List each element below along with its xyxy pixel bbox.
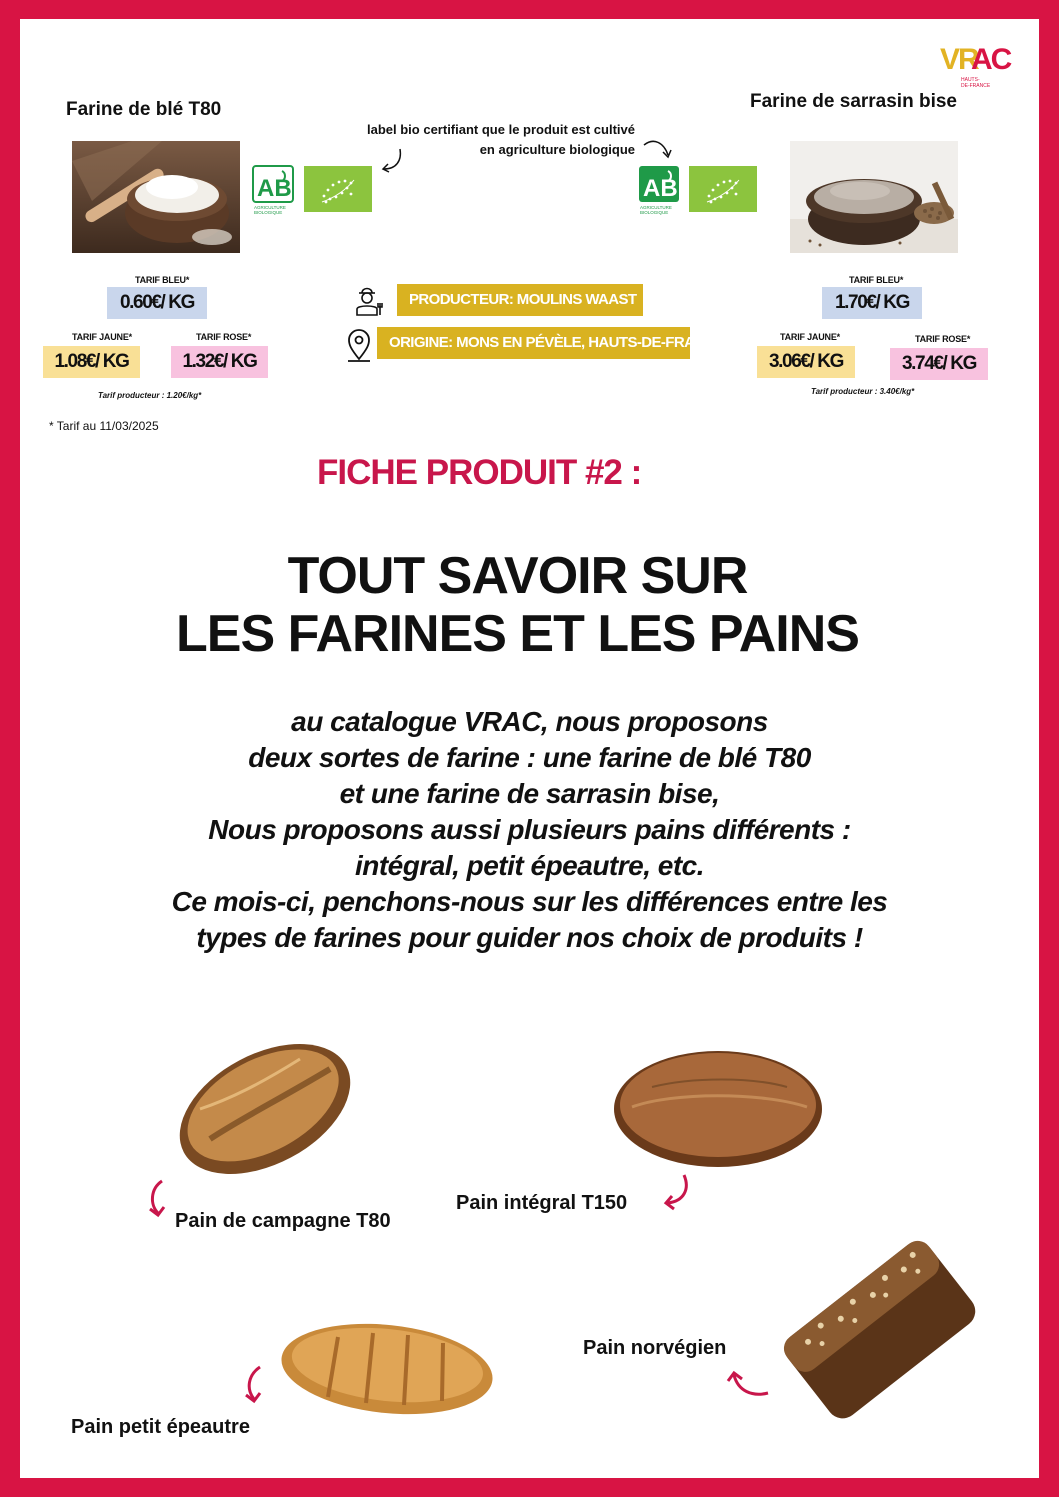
buckwheat-flour-photo: [790, 141, 958, 253]
bio-label-line2: en agriculture biologique: [479, 142, 635, 157]
svg-text:BIOLOGIQUE: BIOLOGIQUE: [640, 210, 669, 215]
left-tarif-rose-label: TARIF ROSE*: [196, 332, 252, 342]
svg-text:AGRICULTURE: AGRICULTURE: [254, 205, 286, 210]
right-tarif-jaune: 3.06€/ KG: [757, 346, 855, 378]
svg-text:DE-FRANCE: DE-FRANCE: [961, 83, 991, 89]
ab-logo-left: [252, 165, 294, 213]
ab-logo-right: [638, 165, 680, 213]
bio-label-note: [310, 120, 635, 160]
curved-arrow-icon: [144, 1177, 174, 1226]
curved-arrow-icon: [376, 145, 406, 180]
bread-campagne-image: [170, 1039, 360, 1184]
intro-line: et une farine de sarrasin bise,: [339, 778, 720, 809]
intro-line: intégral, petit épeautre, etc.: [354, 850, 705, 881]
left-tarif-rose: 1.32€/ KG: [171, 346, 268, 378]
svg-text:AGRICULTURE: AGRICULTURE: [640, 205, 672, 210]
right-tarif-jaune-label: TARIF JAUNE*: [780, 332, 840, 342]
origine-tag: ORIGINE: MONS EN PÉVÈLE, HAUTS-DE-FRANCE: [377, 327, 690, 359]
svg-text:AB: AB: [257, 175, 292, 202]
left-tarif-producteur: Tarif producteur : 1.20€/kg*: [98, 391, 202, 400]
left-tarif-bleu: 0.60€/ KG: [107, 287, 207, 319]
left-tarif-jaune: 1.08€/ KG: [43, 346, 140, 378]
curved-arrow-icon: [726, 1365, 772, 1406]
intro-line: au catalogue VRAC, nous proposons: [291, 706, 768, 737]
wheat-flour-photo: [72, 141, 240, 253]
intro-line: deux sortes de farine : une farine de blé T80: [248, 742, 811, 773]
bio-label-line1: label bio certifiant que le produit est cultivé: [367, 122, 635, 137]
headline: [20, 547, 1039, 663]
svg-text:VR: VR: [940, 43, 978, 76]
bread-norvegien-image: [776, 1235, 984, 1430]
svg-text:AB: AB: [643, 175, 678, 202]
bread-epeautre-image: [278, 1317, 496, 1424]
right-tarif-rose: 3.74€/ KG: [890, 348, 988, 380]
intro-line: Ce mois-ci, penchons-nous sur les différences entre les: [171, 886, 888, 917]
svg-text:AC: AC: [971, 43, 1011, 76]
left-tarif-jaune-label: TARIF JAUNE*: [72, 332, 132, 342]
eu-organic-logo-left: [304, 166, 372, 212]
vrac-logo: [915, 31, 1011, 99]
location-pin-icon: [346, 329, 372, 368]
svg-text:BIOLOGIQUE: BIOLOGIQUE: [254, 210, 283, 215]
svg-text:HAUTS-: HAUTS-: [961, 77, 980, 83]
intro-paragraph: [20, 704, 1039, 956]
producteur-tag: PRODUCTEUR: MOULINS WAAST: [397, 284, 643, 316]
headline-line1: TOUT SAVOIR SUR: [287, 547, 748, 605]
curved-arrow-icon: [658, 1171, 694, 1216]
bread-integral-label: Pain intégral T150: [456, 1192, 628, 1214]
right-tarif-bleu: 1.70€/ KG: [822, 287, 922, 319]
bread-norvegien-label: Pain norvégien: [583, 1337, 727, 1359]
bread-campagne-label: Pain de campagne T80: [175, 1210, 391, 1232]
tarif-date-note: * Tarif au 11/03/2025: [49, 419, 159, 433]
eu-organic-logo-right: [689, 166, 757, 212]
right-tarif-rose-label: TARIF ROSE*: [915, 334, 971, 344]
right-tarif-bleu-label: TARIF BLEU*: [849, 275, 904, 285]
product-left-title: Farine de blé T80: [66, 99, 222, 120]
bread-epeautre-label: Pain petit épeautre: [71, 1416, 250, 1438]
curved-arrow-icon: [240, 1363, 270, 1412]
product-right-title: Farine de sarrasin bise: [750, 91, 957, 112]
intro-line: types de farines pour guider nos choix de produits !: [196, 922, 863, 953]
right-tarif-producteur: Tarif producteur : 3.40€/kg*: [811, 387, 915, 396]
fiche-title: FICHE PRODUIT #2 :: [317, 453, 642, 492]
farmer-icon: [354, 285, 384, 322]
fiche-page: [20, 19, 1039, 1478]
headline-line2: LES FARINES ET LES PAINS: [176, 605, 859, 663]
bread-integral-image: [612, 1047, 824, 1174]
intro-line: Nous proposons aussi plusieurs pains différents :: [208, 814, 851, 845]
left-tarif-bleu-label: TARIF BLEU*: [135, 275, 190, 285]
